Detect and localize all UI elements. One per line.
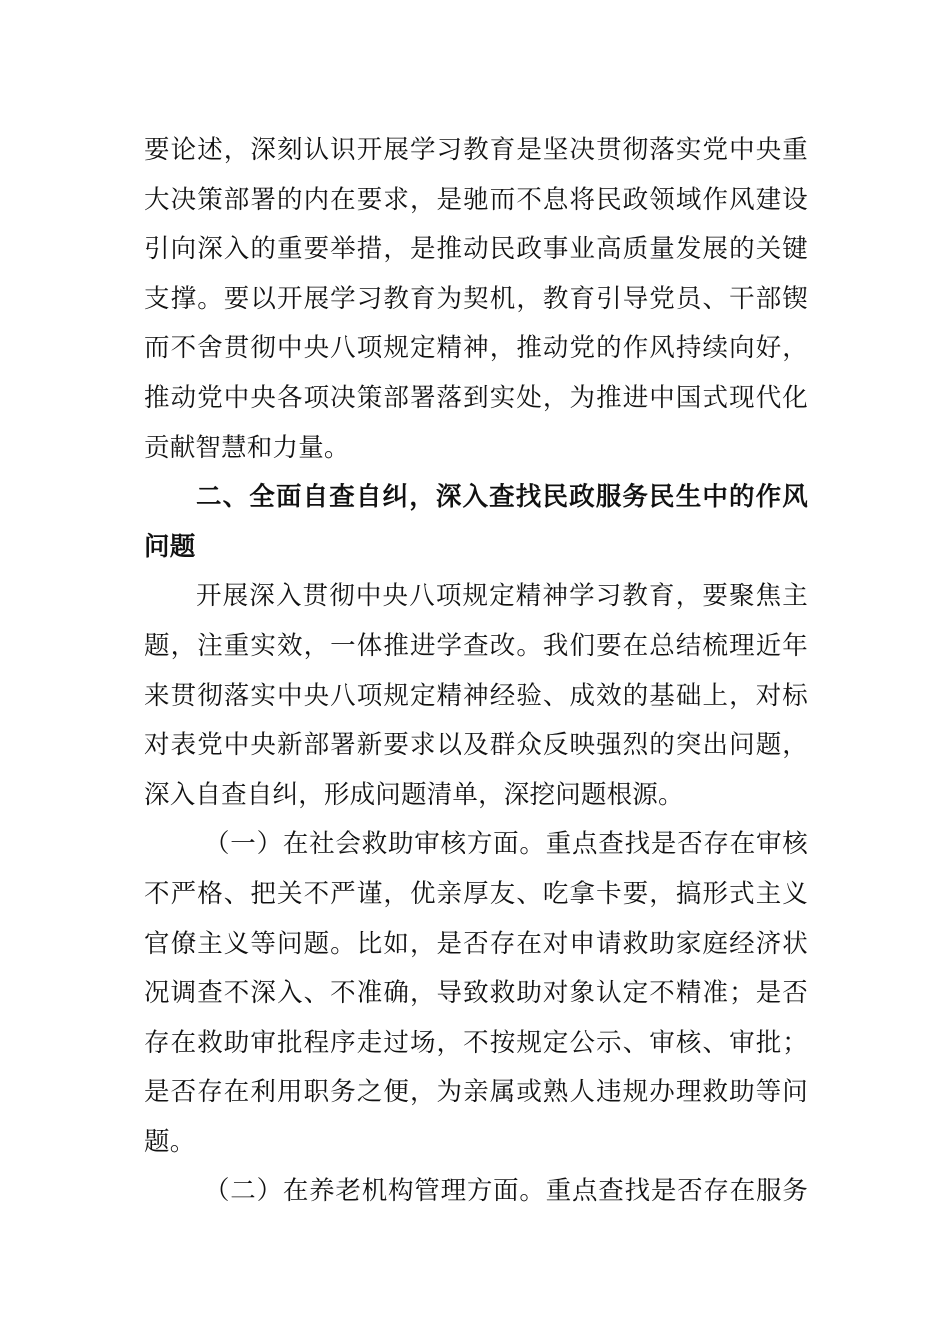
section-heading: 二、全面自查自纠，深入查找民政服务民生中的作风 <box>196 482 808 513</box>
section-heading: 问题 <box>144 531 196 562</box>
text-line: 引向深入的重要举措，是推动民政事业高质量发展的关键 <box>144 234 808 265</box>
text-line: （一）在社会救助审核方面。重点查找是否存在审核 <box>204 829 808 860</box>
text-line: 推动党中央各项决策部署落到实处，为推进中国式现代化 <box>144 382 808 413</box>
text-line: 存在救助审批程序走过场，不按规定公示、审核、审批； <box>144 1027 808 1058</box>
text-line: 况调查不深入、不准确，导致救助对象认定不精准；是否 <box>144 978 808 1009</box>
text-line: 贡献智慧和力量。 <box>144 432 350 463</box>
text-line: 是否存在利用职务之便，为亲属或熟人违规办理救助等问 <box>144 1077 808 1108</box>
text-line: （二）在养老机构管理方面。重点查找是否存在服务 <box>204 1176 808 1207</box>
text-line: 深入自查自纠，形成问题清单，深挖问题根源。 <box>144 779 684 810</box>
text-line: 不严格、把关不严谨，优亲厚友、吃拿卡要，搞形式主义 <box>144 878 808 909</box>
text-line: 官僚主义等问题。比如，是否存在对申请救助家庭经济状 <box>144 928 808 959</box>
body-text <box>144 126 808 1217</box>
text-line: 对表党中央新部署新要求以及群众反映强烈的突出问题， <box>144 730 808 761</box>
text-line: 题，注重实效，一体推进学查改。我们要在总结梳理近年 <box>144 630 808 661</box>
text-line: 而不舍贯彻中央八项规定精神，推动党的作风持续向好， <box>144 333 808 364</box>
text-line: 开展深入贯彻中央八项规定精神学习教育，要聚焦主 <box>196 581 808 612</box>
text-line: 大决策部署的内在要求，是驰而不息将民政领域作风建设 <box>144 184 808 215</box>
text-line: 支撑。要以开展学习教育为契机，教育引导党员、干部锲 <box>144 283 808 314</box>
text-line: 来贯彻落实中央八项规定精神经验、成效的基础上，对标 <box>144 680 808 711</box>
text-line: 题。 <box>144 1126 196 1157</box>
text-line: 要论述，深刻认识开展学习教育是坚决贯彻落实党中央重 <box>144 135 808 165</box>
